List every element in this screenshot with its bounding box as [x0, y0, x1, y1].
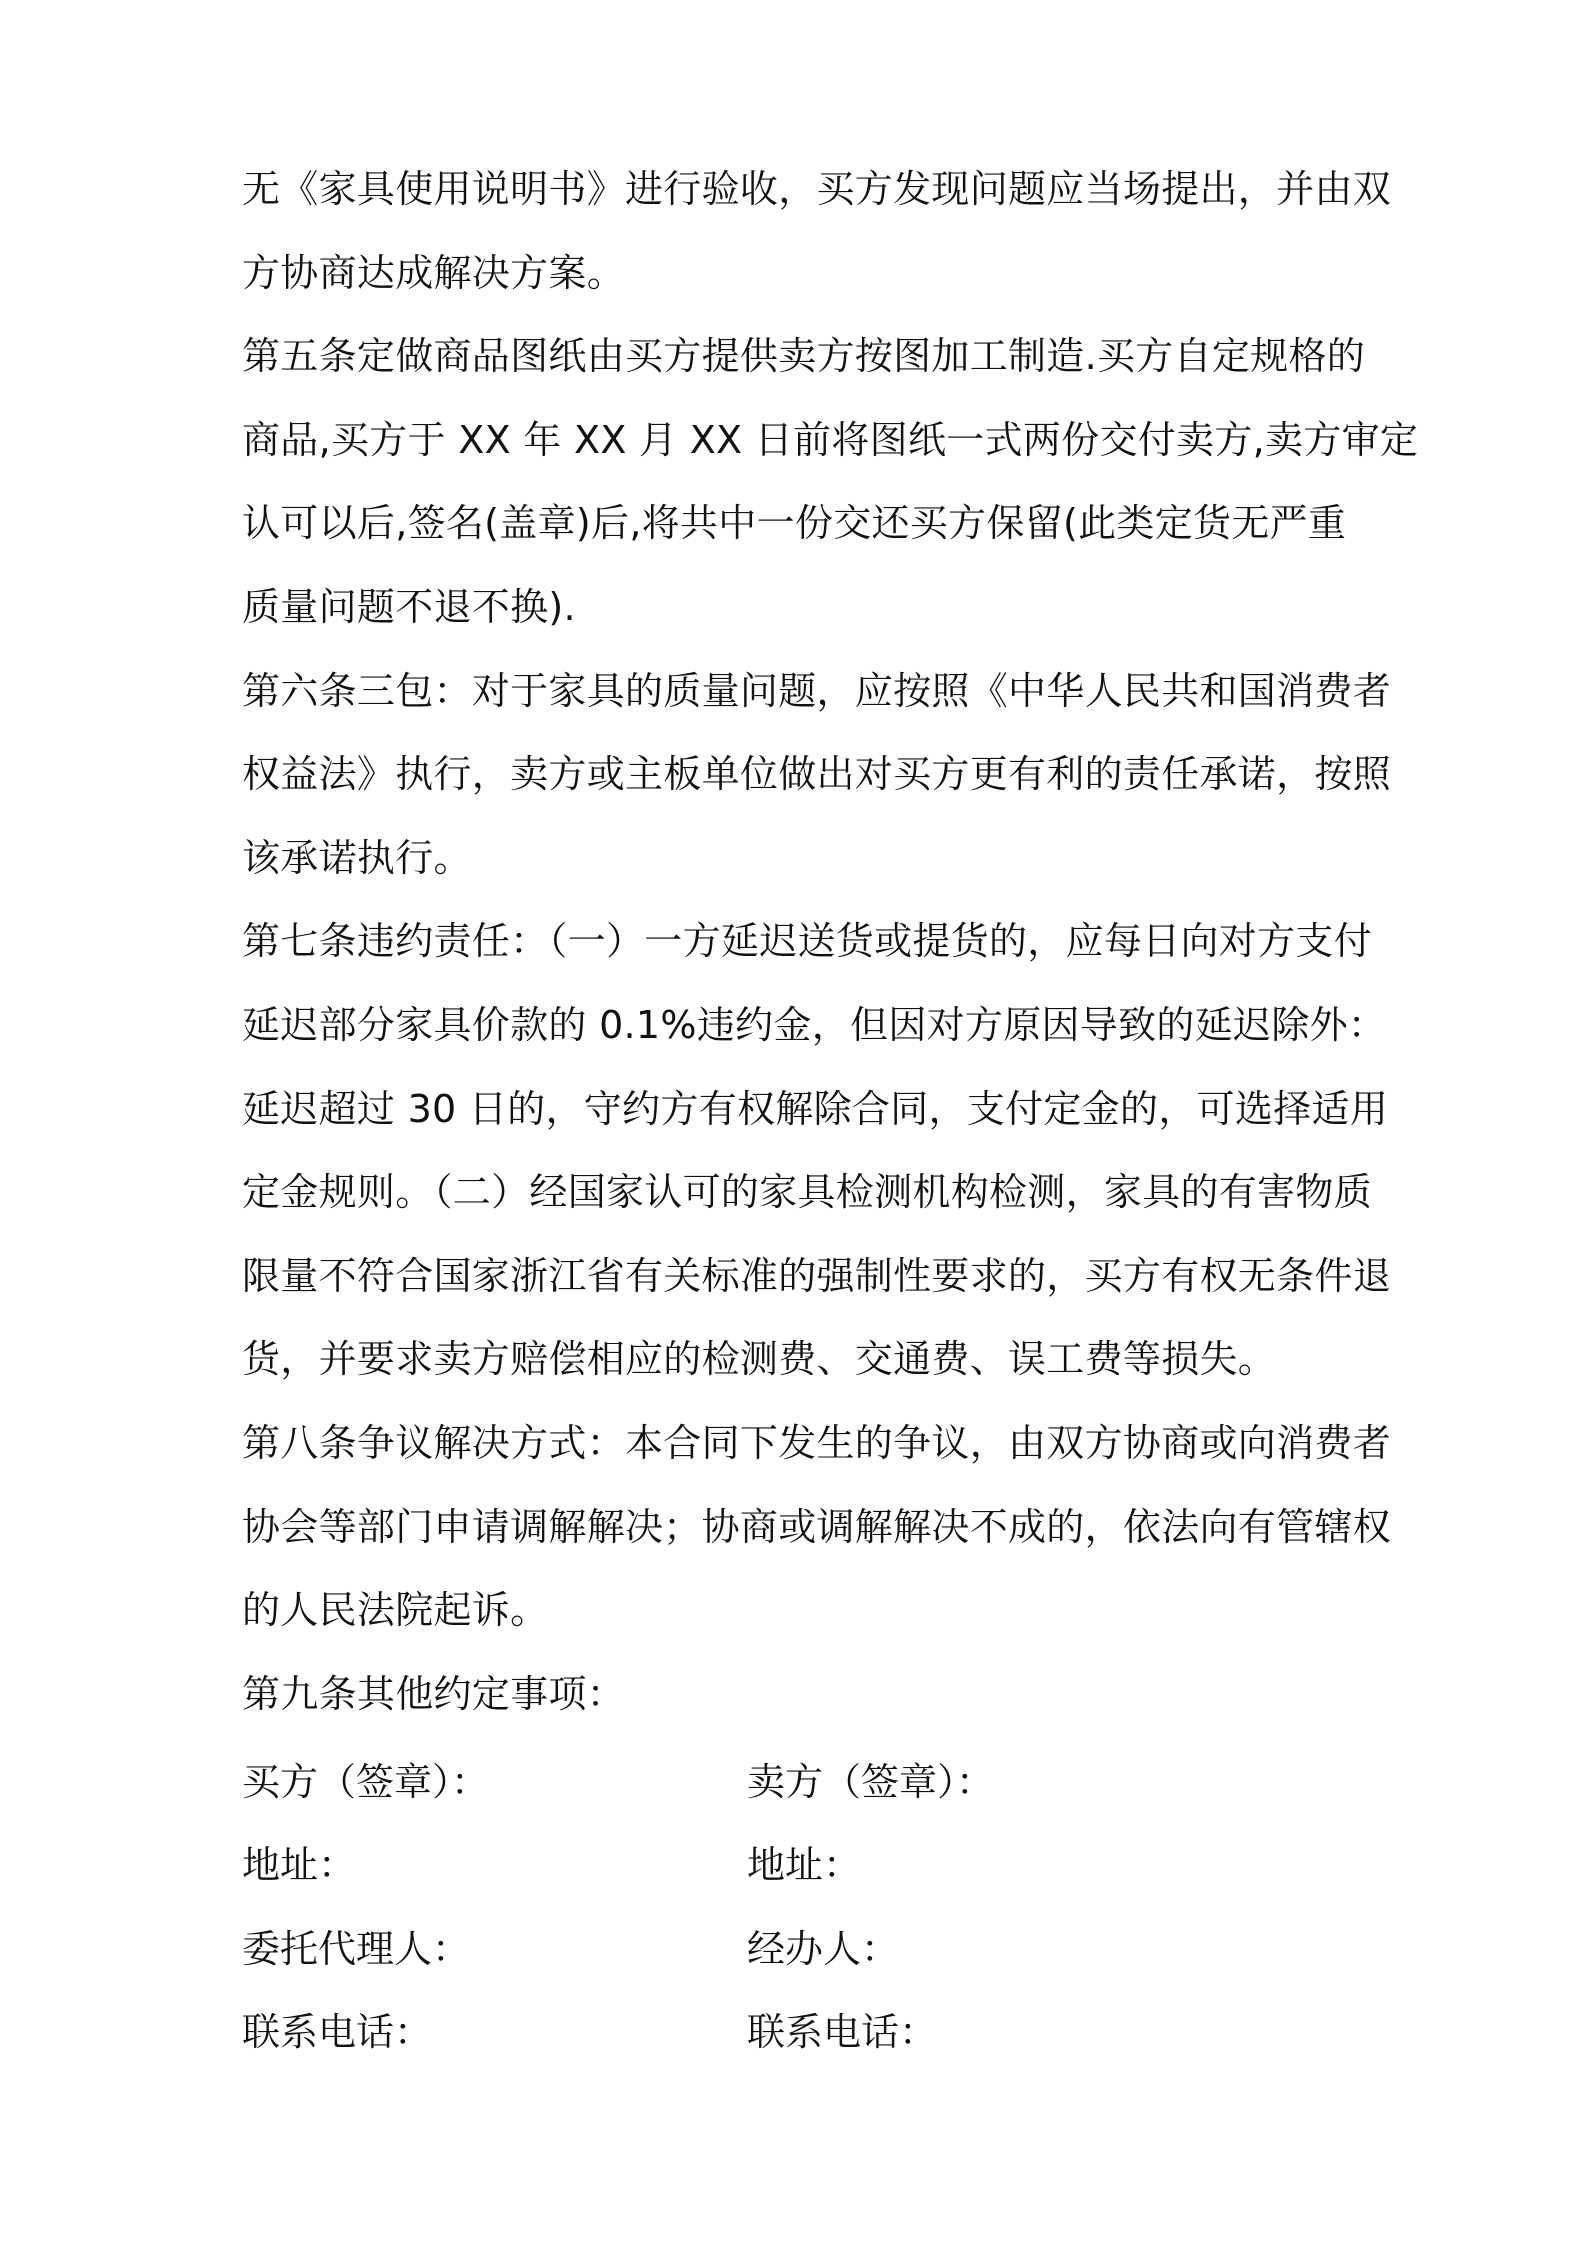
text-line: 认可以后,签名(盖章)后,将共中一份交还买方保留(此类定货无严重 — [242, 501, 1347, 546]
clause-9 — [242, 1653, 1360, 1737]
text-line: 货，并要求卖方赔偿相应的检测费、交通费、误工费等损失。 — [242, 1337, 1277, 1382]
text-line: 第五条定做商品图纸由买方提供卖方按图加工制造.买方自定规格的 — [242, 334, 1366, 379]
text-line: 协会等部门申请调解解决；协商或调解解决不成的，依法向有管辖权 — [242, 1504, 1392, 1549]
text-line: 定金规则。（二）经国家认可的家具检测机构检测，家具的有害物质 — [242, 1170, 1373, 1215]
signature-row-seal — [242, 1736, 1360, 1820]
seller-phone-label: 联系电话： — [747, 2010, 938, 2055]
signature-row-agent — [242, 1903, 1360, 1987]
clause-5 — [242, 315, 1419, 649]
seller-address-label: 地址： — [747, 1843, 862, 1888]
text-line: 延迟超过 30 日的，守约方有权解除合同，支付定金的，可选择适用 — [242, 1086, 1389, 1131]
text-line: 权益法》执行，卖方或主板单位做出对买方更有利的责任承诺，按照 — [242, 752, 1392, 797]
text-line: 第七条违约责任：（一）一方延迟送货或提货的，应每日向对方支付 — [242, 919, 1373, 964]
text-line: 第八条争议解决方式：本合同下发生的争议，由双方协商或向消费者 — [242, 1420, 1392, 1465]
document-page — [242, 148, 1419, 2071]
signature-row-phone — [242, 1987, 1360, 2071]
text-line: 商品,买方于 XX 年 XX 月 XX 日前将图纸一式两份交付卖方,卖方审定 — [242, 417, 1419, 462]
paragraph-acceptance — [242, 148, 1392, 315]
signature-row-address — [242, 1820, 1360, 1904]
text-line: 限量不符合国家浙江省有关标准的强制性要求的，买方有权无条件退 — [242, 1253, 1392, 1298]
clause-7 — [242, 900, 1392, 1402]
text-line: 第六条三包：对于家具的质量问题，应按照《中华人民共和国消费者 — [242, 668, 1392, 713]
text-line: 质量问题不退不换). — [242, 584, 576, 629]
buyer-seal-label: 买方（签章）： — [242, 1759, 490, 1804]
text-line: 第九条其他约定事项： — [242, 1671, 626, 1716]
buyer-phone-label: 联系电话： — [242, 2010, 433, 2055]
clause-8 — [242, 1402, 1392, 1653]
buyer-agent-label: 委托代理人： — [242, 1926, 471, 1971]
buyer-address-label: 地址： — [242, 1843, 357, 1888]
seller-handler-label: 经办人： — [747, 1926, 900, 1971]
seller-seal-label: 卖方（签章）： — [747, 1759, 995, 1804]
text-line: 方协商达成解决方案。 — [242, 250, 626, 295]
text-line: 延迟部分家具价款的 0.1%违约金，但因对方原因导致的延迟除外： — [242, 1002, 1387, 1047]
text-line: 该承诺执行。 — [242, 835, 472, 880]
signature-block — [242, 1736, 1360, 2070]
text-line: 的人民法院起诉。 — [242, 1588, 549, 1633]
text-line: 无《家具使用说明书》进行验收，买方发现问题应当场提出，并由双 — [242, 167, 1392, 211]
clause-6 — [242, 650, 1392, 901]
